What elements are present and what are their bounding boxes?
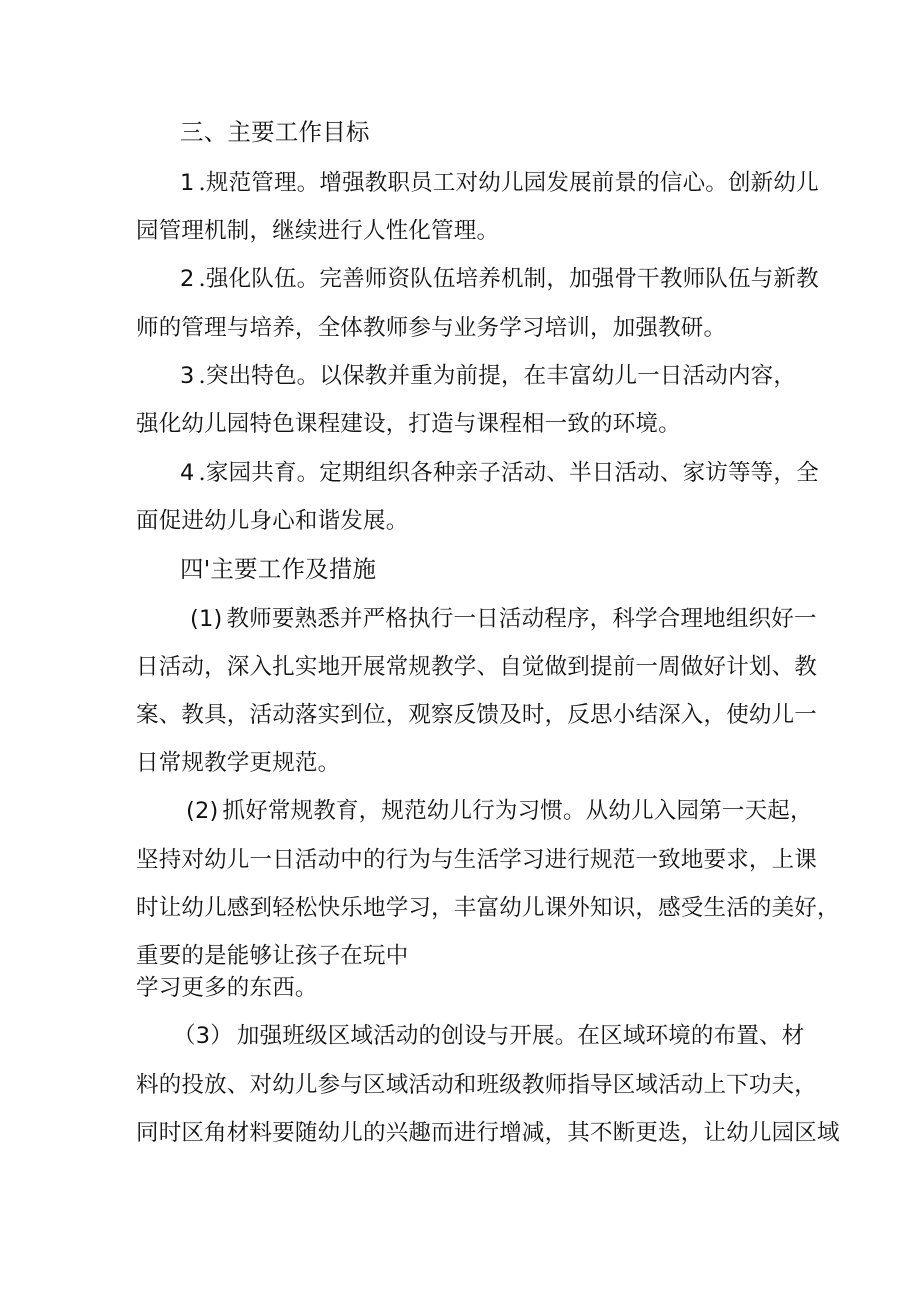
measure-2-line-1 (186, 796, 813, 826)
measure-3-line-2: 料的投放、对幼儿参与区域活动和班级教师指导区域活动上下功夫， (136, 1072, 818, 1098)
measure-2-line-5: 学习更多的东西。 (136, 975, 318, 1001)
section-heading-3: 三、主要工作目标 (180, 118, 370, 146)
goal-2-number: 2 (180, 266, 195, 292)
goal-1-text-1: .规范管理。增强教职员工对幼儿园发展前景的信心。创新幼儿 (198, 170, 819, 196)
measure-2-line-2: 坚持对幼儿一日活动中的行为与生活学习进行规范一致地要求，上课 (136, 847, 818, 873)
goal-3-line-2: 强化幼儿园特色课程建设，打造与课程相一致的环境。 (136, 411, 681, 437)
measure-1-text-1: 教师要熟悉并严格执行一日活动程序，科学合理地组织好一 (226, 606, 817, 632)
goal-2-text-1: .强化队伍。完善师资队伍培养机制，加强骨干教师队伍与新教 (198, 266, 819, 292)
goal-4-line-2: 面促进幼儿身心和谐发展。 (136, 508, 409, 534)
measure-2-line-4: 重要的是能够让孩子在玩中 (136, 943, 409, 969)
measure-1-line-1 (190, 604, 817, 634)
measure-2-line-3: 时让幼儿感到轻松快乐地学习，丰富幼儿课外知识，感受生活的美好， (136, 895, 840, 921)
goal-1-line-2: 园管理机制，继续进行人性化管理。 (136, 218, 500, 244)
goal-1-line-1 (180, 168, 819, 198)
goal-4-number: 4 (180, 460, 195, 486)
measure-1-number: (1) (190, 606, 223, 632)
measure-1-line-4: 日常规教学更规范。 (136, 750, 341, 776)
measure-2-text-1: 抓好常规教育，规范幼儿行为习惯。从幼儿入园第一天起， (222, 798, 813, 824)
measure-1-line-2: 日活动，深入扎实地开展常规教学、自觉做到提前一周做好计划、教 (136, 654, 818, 680)
measure-3-line-1 (173, 1021, 804, 1051)
goal-3-text-1: .突出特色。以保教并重为前提，在丰富幼儿一日活动内容， (198, 363, 797, 389)
goal-1-number: 1 (180, 170, 195, 196)
goal-4-line-1 (180, 458, 819, 488)
section-heading-4: 四'主要工作及措施 (180, 555, 377, 583)
goal-4-text-1: .家园共育。定期组织各种亲子活动、半日活动、家访等等，全 (198, 460, 819, 486)
goal-3-number: 3 (180, 363, 195, 389)
goal-2-line-2: 师的管理与培养，全体教师参与业务学习培训，加强教研。 (136, 315, 727, 341)
goal-2-line-1 (180, 264, 819, 294)
goal-3-line-1 (180, 361, 796, 391)
measure-1-line-3: 案、教具，活动落实到位，观察反馈及时，反思小结深入，使幼儿一 (136, 702, 818, 728)
measure-3-text-1: 加强班级区域活动的创设与开展。在区域环境的布置、材 (236, 1023, 805, 1049)
measure-2-number: (2) (186, 798, 219, 824)
measure-3-number: （3） (173, 1023, 233, 1049)
measure-3-line-3: 同时区角材料要随幼儿的兴趣而进行增减，其不断更迭，让幼儿园区域 (136, 1120, 840, 1146)
